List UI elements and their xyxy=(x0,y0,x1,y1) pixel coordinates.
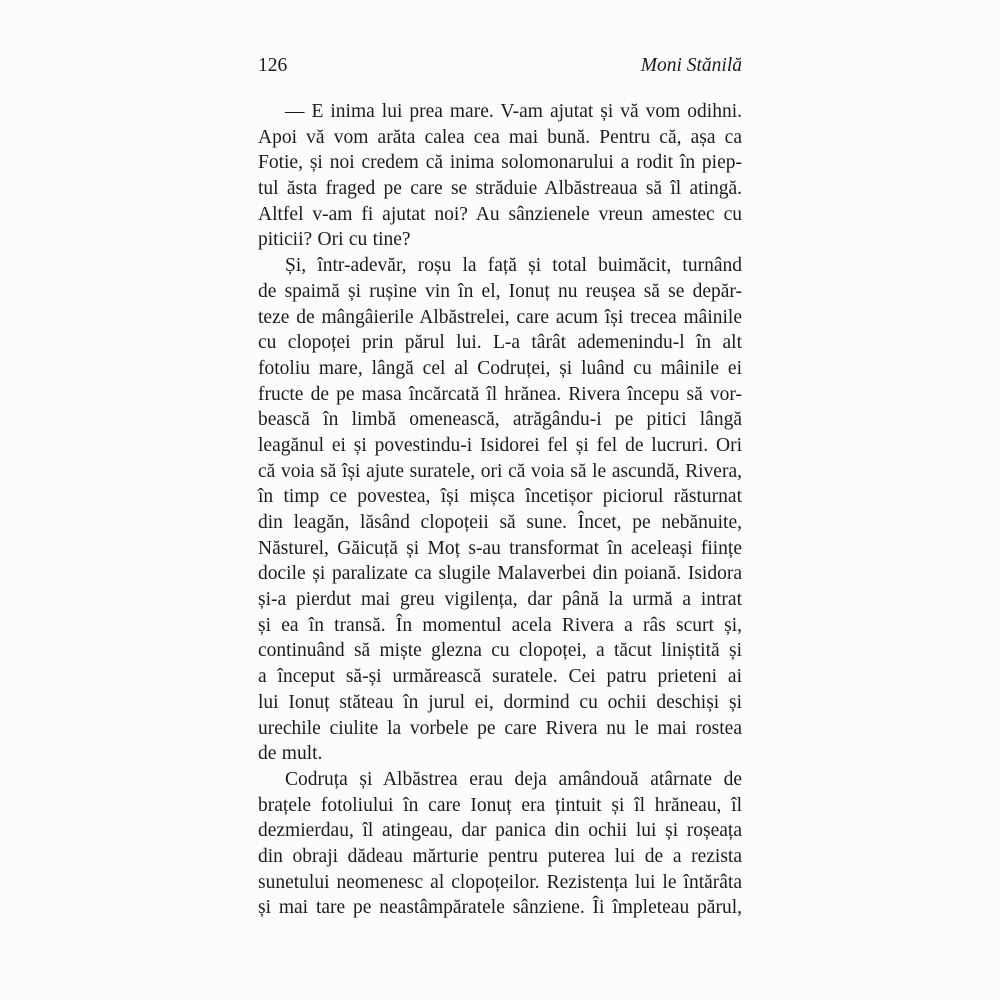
text-line: Altfel v-am fi ajutat noi? Au sânzienele vreun amestec cu xyxy=(258,203,742,225)
text-line: teze de mângâierile Albăstrelei, care acum își trecea mâinile xyxy=(258,306,742,328)
text-line: și-a pierdut mai greu vigilența, dar până la urmă a intrat xyxy=(258,589,742,611)
text-line: tul ăsta fraged pe care se străduie Albăstreaua să îl atingă. xyxy=(258,178,742,200)
page-number: 126 xyxy=(258,55,288,76)
text-line: fructe de pe masa încărcată îl hrănea. Rivera începu să vor- xyxy=(258,383,742,405)
text-block xyxy=(258,54,742,921)
text-line: și ea în transă. În momentul acela Rivera a râs scurt și, xyxy=(258,614,742,636)
paragraph xyxy=(258,253,742,767)
text-line: Năsturel, Găicuță și Moț s-au transformat în aceleași ființe xyxy=(258,537,742,559)
text-line: că voia să își ajute suratele, ori că voia să le ascundă, Rivera, xyxy=(258,460,742,482)
paragraph xyxy=(258,767,742,921)
page-body xyxy=(258,99,742,921)
text-line: piticii? Ori cu tine? xyxy=(258,229,411,251)
text-line: Fotie, și noi credem că inima solomonarului a rodit în piep- xyxy=(258,152,742,174)
text-line: continuând să miște glezna cu clopoței, a tăcut liniștită și xyxy=(258,640,742,662)
text-line: cu clopoței prin părul lui. L-a târât ademenindu-l în alt xyxy=(258,332,742,354)
text-line: în timp ce povestea, își mișca încetișor piciorul răsturnat xyxy=(258,486,742,508)
text-line: lui Ionuț stăteau în jurul ei, dormind cu ochii deschiși și xyxy=(258,691,742,713)
text-line: de mult. xyxy=(258,743,323,765)
running-head xyxy=(258,54,742,78)
text-line: fotoliu mare, lângă cel al Codruței, și luând cu mâinile ei xyxy=(258,357,742,379)
text-line: bească în limbă omenească, atrăgându-i pe pitici lângă xyxy=(258,409,742,431)
text-line: de spaimă și rușine vin în el, Ionuț nu reușea să se depăr- xyxy=(258,280,742,302)
text-line: Și, într-adevăr, roșu la față și total buimăcit, turnând xyxy=(285,255,742,277)
text-line: și mai tare pe neastâmpăratele sânziene. Îi împleteau părul, xyxy=(258,897,742,919)
running-head-author: Moni Stănilă xyxy=(640,55,742,76)
text-line: brațele fotoliului în care Ionuț era țintuit și îl hrăneau, îl xyxy=(258,794,742,816)
text-line: sunetului neomenesc al clopoțeilor. Rezistența lui le întărâta xyxy=(258,871,742,893)
paragraph xyxy=(258,99,742,253)
text-line: din obraji dădeau mărturie pentru puterea lui de a rezista xyxy=(258,845,742,867)
text-line: Codruța și Albăstrea erau deja amândouă atârnate de xyxy=(285,768,742,790)
text-line: Apoi vă vom arăta calea cea mai bună. Pentru că, așa ca xyxy=(258,126,742,148)
text-line: din leagăn, lăsând clopoțeii să sune. Încet, pe nebănuite, xyxy=(258,512,742,533)
text-line: a început să-și urmărească suratele. Cei patru prieteni ai xyxy=(258,666,742,688)
text-line: dezmierdau, îl atingeau, dar panica din ochii lui și roșeața xyxy=(258,820,742,842)
text-line: — E inima lui prea mare. V-am ajutat și vă vom odihni. xyxy=(285,101,742,122)
text-line: docile și paralizate ca slugile Malaverbei din poiană. Isidora xyxy=(258,563,742,585)
text-line: leagănul ei și povestindu-i Isidorei fel și fel de lucruri. Ori xyxy=(258,434,742,456)
text-line: urechile ciulite la vorbele pe care Rivera nu le mai rostea xyxy=(258,717,742,739)
